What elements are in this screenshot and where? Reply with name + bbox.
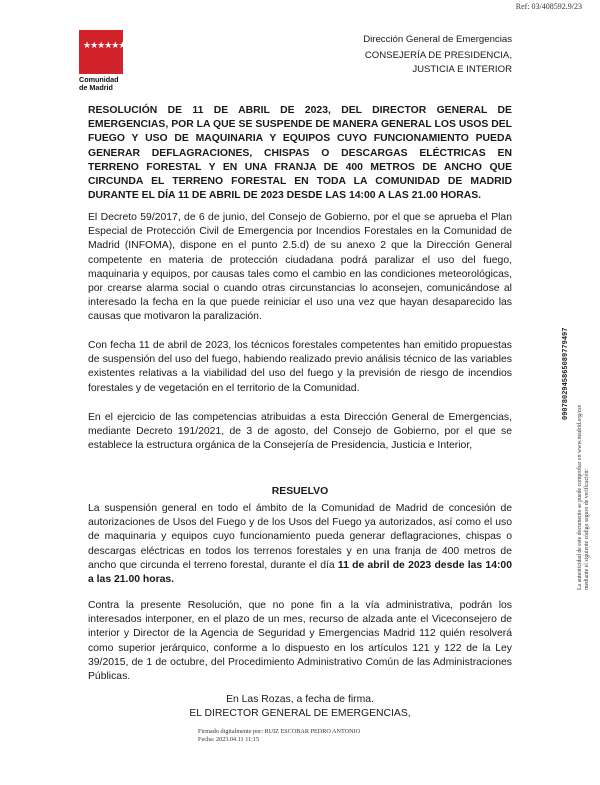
paragraph-technicians: Con fecha 11 de abril de 2023, los técnicos forestales competentes han emitido propuestas de suspensión del uso del fuego, habiendo realizado previo análisis técnico de las variables existentes relativas a la viabilidad del uso del fuego y la previsión de riesgo de incendios forestales y de vegetación en el territorio de la Comunidad. (88, 340, 512, 394)
digital-signature (198, 728, 360, 744)
logo-name-line2: de Madrid (79, 83, 113, 92)
logo-name-line1: Comunidad (79, 75, 119, 84)
paragraph-resolution (88, 502, 512, 587)
resolution-title: RESOLUCIÓN DE 11 DE ABRIL DE 2023, DEL DIRECTOR GENERAL DE EMERGENCIAS, POR LA QUE SE SUSPENDE DE MANERA GENERAL LOS USOS DEL FUEGO Y USO DE MAQUINARIA Y EQUIPOS CUYO FUNCIONAMIENTO PUEDA GENERAR DEFLAGRACIONES, CHISPAS O DESCARGAS ELÉCTRICAS EN TERRENO FORESTAL Y EN UNA FRANJA DE 400 METROS DE ANCHO QUE CIRCUNDA EL TERRENO FORESTAL EN TODA LA COMUNIDAD DE MADRID DURANTE EL DÍA 11 DE ABRIL DE 2023 DESDE LAS 14:00 A LAS 21.00 HORAS. (88, 105, 512, 202)
stars-icon: ★★★★★★★ (83, 40, 133, 50)
paragraph-decree: El Decreto 59/2017, de 6 de junio, del Consejo de Gobierno, por el que se aprueba el Plan Especial de Protección Civil de Emergencia por Incendios Forestales en la Comunidad de Madrid (INFOMA), dispone en el punto 2.5.d) de su anexo 2 que la Dirección General competente en materia de protección ciudadana podrá paralizar el uso del fuego, maquinaria y equipos, por causas tales como el cambio en las condiciones meteorológicas, por crearse alarma social o cuando otras circunstancias lo aconsejen, comunicándose al interesado la fecha en la que puede reiniciar el uso una vez que hayan desaparecido las causas que motivaron la paralización. (88, 212, 512, 323)
resuelvo-heading: RESUELVO (271, 486, 329, 497)
verification-sidebar (577, 320, 590, 590)
resolution-date-bold: 11 de abril de 2023 desde las 14:00 a las 21.00 horas. (88, 559, 512, 586)
verification-line2: mediante el siguiente código seguro de verificación: (584, 468, 590, 590)
comunidad-madrid-logo (79, 30, 133, 92)
department-header (363, 33, 512, 77)
logo-text (79, 76, 129, 92)
header-line2: CONSEJERÍA DE PRESIDENCIA, (364, 50, 512, 61)
resolution-text: La suspensión general en todo el ámbito de la Comunidad de Madrid de concesión de autorizaciones de Usos del Fuego y de los Usos del Fuego ya autorizados, así como el uso de maquinaria y equipos cuyo funcionamiento pueda generar deflagraciones, chispas o descargas eléctricas en todos los terrenos forestales y en una franja de 400 metros de ancho que circunda el terreno forestal, durante el día (88, 503, 512, 571)
logo-flag (79, 30, 133, 74)
digital-signature-date: Fecha: 2023.04.11 11:15 (198, 736, 260, 743)
signature-role: EL DIRECTOR GENERAL DE EMERGENCIAS, (189, 708, 411, 719)
paragraph-competences: En el ejercicio de las competencias atribuidas a esta Dirección General de Emergencias, mediante Decreto 191/2021, de 3 de agosto, del Consejo de Gobierno, por el que se establece la estructura orgánica de la Consejería de Presidencia, Justicia e Interior, (88, 412, 512, 452)
verification-text (577, 320, 591, 590)
verification-line1: La autenticidad de este documento se puede comprobar en www.madrid.org/csv (577, 404, 583, 590)
verification-code: 0907802945865089779497 (562, 327, 570, 420)
header-line3: JUSTICIA E INTERIOR (412, 64, 512, 75)
verification-code-wrap (562, 300, 574, 420)
header-line1: Dirección General de Emergencias (363, 34, 512, 45)
digital-signature-signer: Firmado digitalmente por: RUIZ ESCOBAR PEDRO ANTONIO (198, 728, 361, 735)
paragraph-appeal: Contra la presente Resolución, que no pone fin a la vía administrativa, podrán los interesados interponer, en el plazo de un mes, recurso de alzada ante el Viceconsejero de interior y Director de la Agencia de Seguridad y Emergencias Madrid 112 quién resolverá como superior jerárquico, conforme a lo dispuesto en los artículos 121 y 122 de la Ley 39/2015, de 1 de octubre, del Procedimiento Administrativo Común de las Administraciones Públicas. (88, 600, 512, 683)
signature-place: En Las Rozas, a fecha de firma. (226, 694, 374, 705)
reference-number: Ref: 03/408592.9/23 (515, 2, 582, 11)
